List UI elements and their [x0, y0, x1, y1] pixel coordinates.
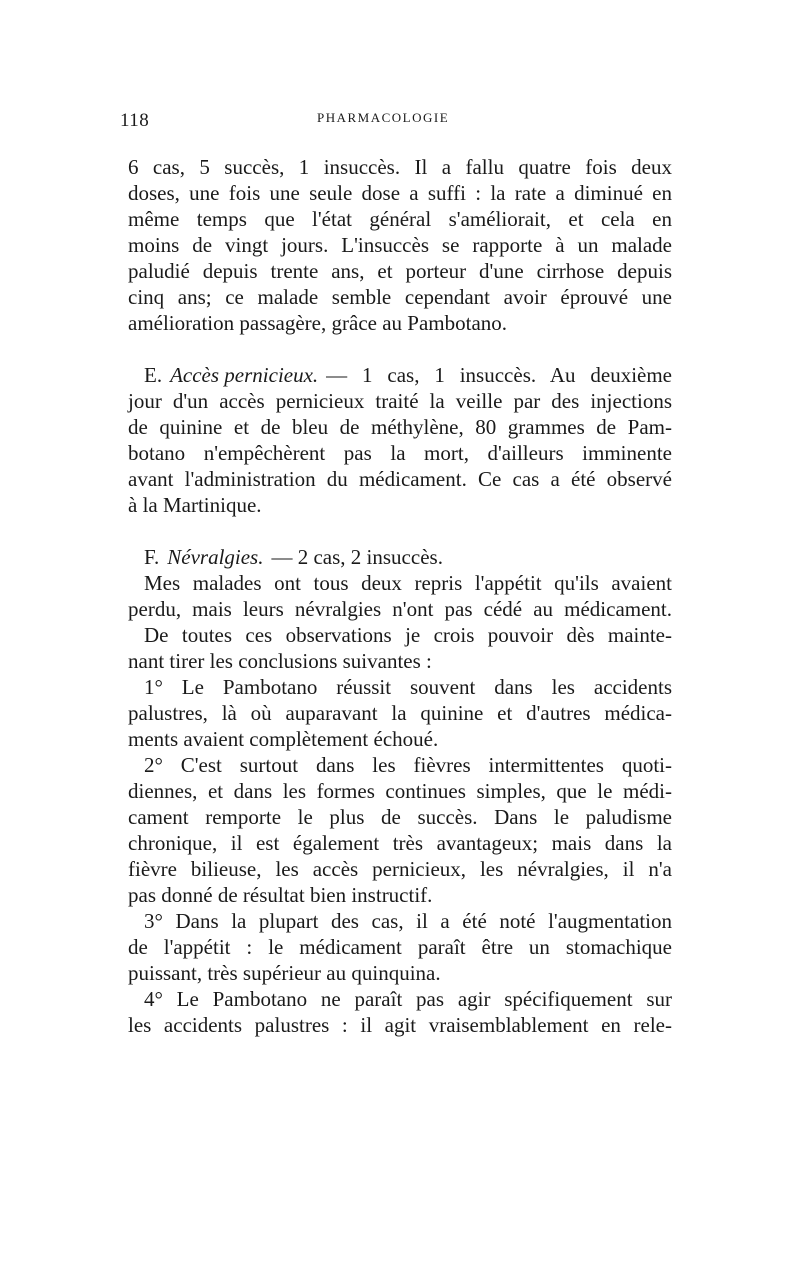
text-line: amélioration passagère, grâce au Pambotano.	[128, 311, 508, 335]
section-title: Accès pernicieux.	[170, 363, 319, 387]
text-line: pas donné de résultat bien instructif.	[128, 883, 433, 907]
page-number: 118	[120, 110, 150, 131]
text-line: 6 cas, 5 succès, 1 insuccès. Il a fallu quatre fois deux	[128, 155, 672, 179]
text-line: cinq ans; ce malade semble cependant avoir éprouvé une	[128, 285, 672, 309]
text-line: avant l'administration du médicament. Ce cas a été observé	[128, 467, 672, 491]
section-letter: E.	[144, 363, 163, 387]
section-summary: — 1 cas, 1 insuccès. Au deuxième	[326, 363, 672, 387]
text-line: nant tirer les conclusions suivantes :	[128, 649, 432, 673]
section-title: Névralgies.	[167, 545, 264, 569]
text-line: Mes malades ont tous deux repris l'appétit qu'ils avaient	[144, 571, 672, 595]
text-line: De toutes ces observations je crois pouvoir dès mainte-	[144, 623, 672, 647]
text-line: doses, une fois une seule dose a suffi : la rate a diminué en	[128, 181, 672, 205]
text-line: les accidents palustres : il agit vraisemblablement en rele-	[128, 1013, 672, 1037]
text-line: moins de vingt jours. L'insuccès se rapporte à un malade	[128, 233, 672, 257]
text-line: cament remporte le plus de succès. Dans le paludisme	[128, 805, 672, 829]
text-line: fièvre bilieuse, les accès pernicieux, les névralgies, il n'a	[128, 857, 672, 881]
text-line: puissant, très supérieur au quinquina.	[128, 961, 441, 985]
text-line: 2° C'est surtout dans les fièvres intermittentes quoti-	[144, 753, 672, 777]
text-line: à la Martinique.	[128, 493, 262, 517]
section-e-heading-line	[144, 362, 672, 388]
text-line: 1° Le Pambotano réussit souvent dans les accidents	[144, 675, 672, 699]
running-title: PHARMACOLOGIE	[317, 110, 450, 125]
text-line: jour d'un accès pernicieux traité la veille par des injections	[128, 389, 672, 413]
text-line: de l'appétit : le médicament paraît être un stomachique	[128, 935, 672, 959]
text-line: botano n'empêchèrent pas la mort, d'ailleurs imminente	[128, 441, 672, 465]
section-f-heading-line	[144, 544, 672, 570]
text-line: 4° Le Pambotano ne paraît pas agir spécifiquement sur	[144, 987, 672, 1011]
text-line: de quinine et de bleu de méthylène, 80 grammes de Pam-	[128, 415, 672, 439]
text-line: perdu, mais leurs névralgies n'ont pas cédé au médicament.	[128, 597, 672, 621]
text-line: chronique, il est également très avantageux; mais dans la	[128, 831, 672, 855]
section-summary: — 2 cas, 2 insuccès.	[271, 545, 443, 569]
text-line: palustres, là où auparavant la quinine et d'autres médica-	[128, 701, 672, 725]
text-line: même temps que l'état général s'améliorait, et cela en	[128, 207, 672, 231]
section-letter: F.	[144, 545, 160, 569]
text-line: paludié depuis trente ans, et porteur d'une cirrhose depuis	[128, 259, 672, 283]
text-line: ments avaient complètement échoué.	[128, 727, 439, 751]
text-line: 3° Dans la plupart des cas, il a été noté l'augmentation	[144, 909, 672, 933]
text-line: diennes, et dans les formes continues simples, que le médi-	[128, 779, 672, 803]
